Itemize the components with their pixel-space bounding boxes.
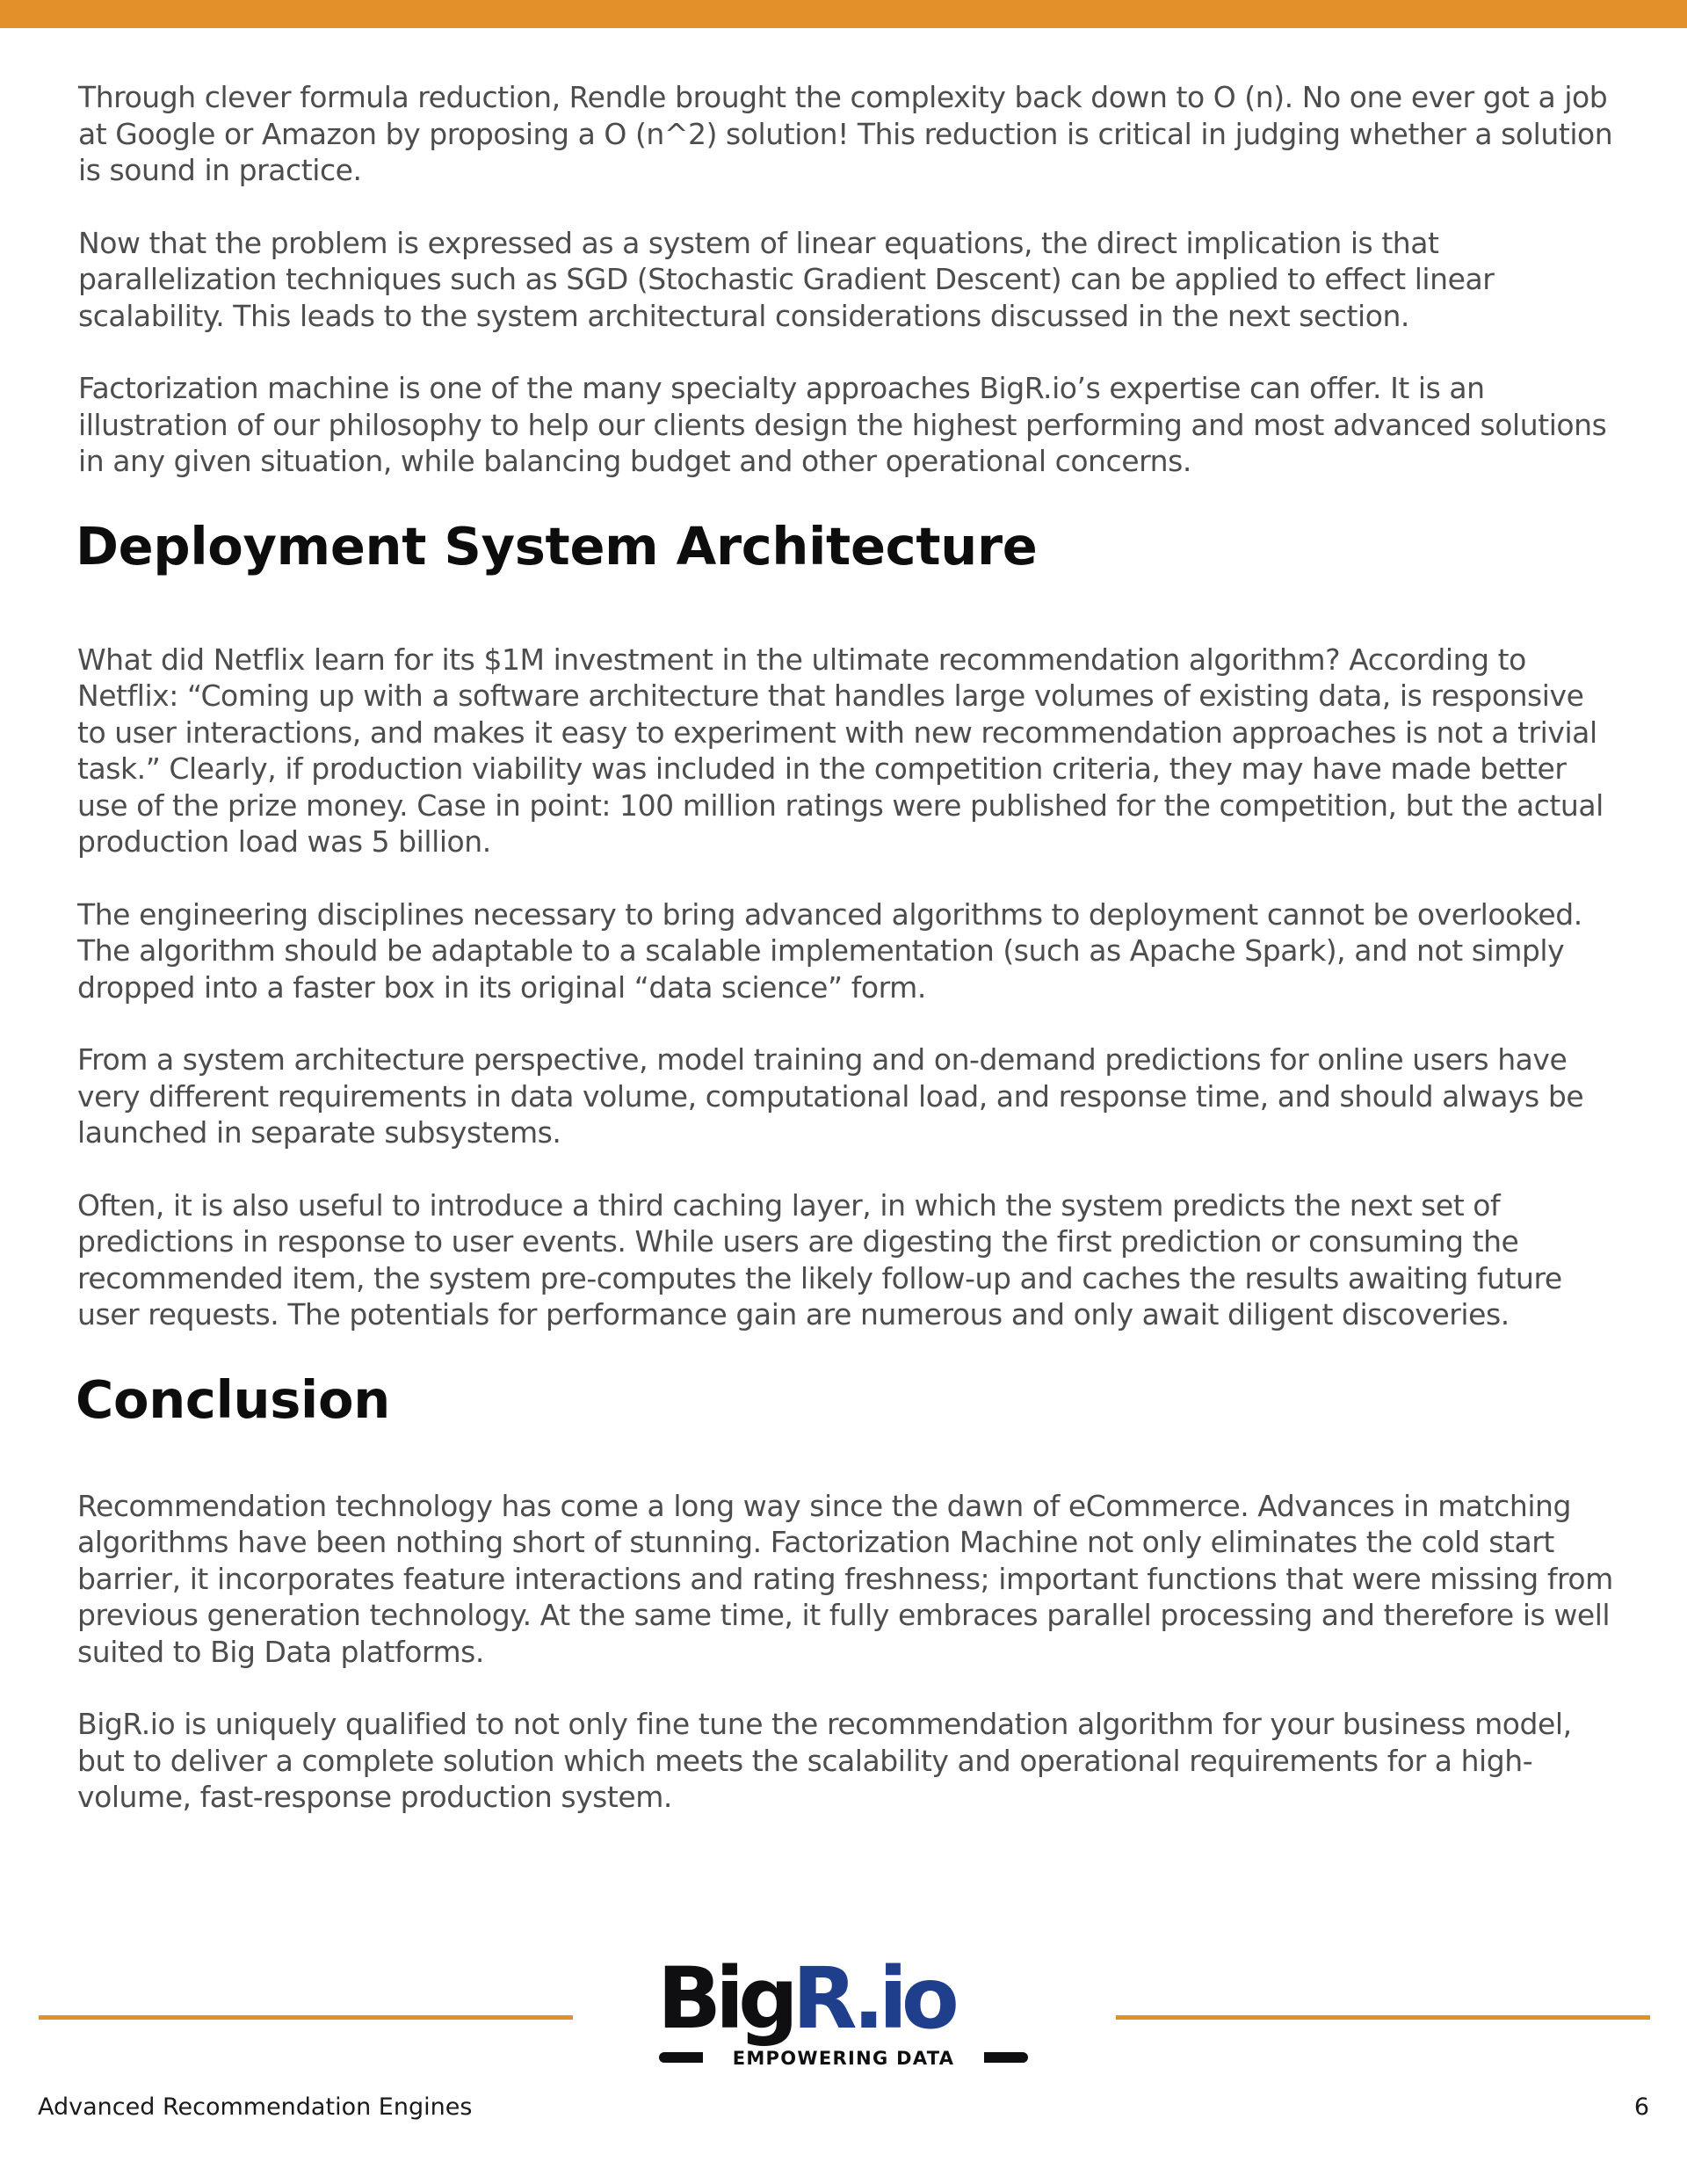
- footer-divider-left: [39, 2015, 573, 2020]
- logo-tagline: EMPOWERING DATA: [732, 2048, 955, 2069]
- logo-tag-bar-left: [659, 2052, 703, 2063]
- footer-page-number: 6: [1633, 2093, 1649, 2121]
- logo-tag-bar-right: [984, 2052, 1028, 2063]
- section-heading-conclusion: Conclusion: [76, 1368, 390, 1430]
- deployment-paragraph-2: The engineering disciplines necessary to bring advanced algorithms to deployment cannot be overlooked. The algorithm should be adaptable to a scalable implementation (such as Apache Spark), and not simply dropped into a faster box in its original “data science” form.: [77, 896, 1582, 1005]
- logo-wordmark: [657, 1949, 1030, 2048]
- bigrio-logo: [657, 1949, 1030, 2072]
- intro-paragraph-3: Factorization machine is one of the many specialty approaches BigR.io’s expertise can offer. It is an illustration of our philosophy to help our clients design the highest performing and most advanced solutions in any given situation, while balancing budget and other operational concerns.: [78, 371, 1607, 478]
- intro-paragraph-1: Through clever formula reduction, Rendle brought the complexity back down to O (n). No one ever got a job at Google or Amazon by proposing a O (n^2) solution! This reduction is critical in judging whether a solution is sound in practice.: [78, 80, 1613, 187]
- conclusion-paragraph-2: BigR.io is uniquely qualified to not only fine tune the recommendation algorithm for your business model, but to deliver a complete solution which meets the scalability and operational requirements for a high-volume, fast-response production system.: [77, 1707, 1572, 1814]
- page-content: [76, 79, 1613, 1852]
- section-heading-deployment: Deployment System Architecture: [76, 515, 1038, 577]
- deployment-paragraph-4: Often, it is also useful to introduce a third caching layer, in which the system predicts the next set of predictions in response to user events. While users are digesting the first prediction or consuming the recommended item, the system pre-computes the likely follow-up and caches the results awaiting future user requests. The potentials for performance gain are numerous and only await diligent discoveries.: [77, 1187, 1562, 1331]
- deployment-paragraph-3: From a system architecture perspective, model training and on-demand predictions for online users have very different requirements in data volume, computational load, and response time, and should always be launched in separate subsystems.: [77, 1042, 1584, 1150]
- top-accent-bar: [0, 0, 1687, 28]
- footer-divider-right: [1116, 2015, 1650, 2020]
- intro-paragraph-2: Now that the problem is expressed as a system of linear equations, the direct implication is that parallelization techniques such as SGD (Stochastic Gradient Descent) can be applied to effect linear scalability. This leads to the system architectural considerations discussed in the next section.: [78, 225, 1495, 333]
- conclusion-paragraph-1: Recommendation technology has come a long way since the dawn of eCommerce. Advances in matching algorithms have been nothing short of stunning. Factorization Machine not only eliminates the cold start barrier, it incorporates feature interactions and rating freshness; important functions that were missing from previous generation technology. At the same time, it fully embraces parallel processing and therefore is well suited to Big Data platforms.: [77, 1488, 1613, 1669]
- deployment-paragraph-1: What did Netflix learn for its $1M investment in the ultimate recommendation algorithm? According to Netflix: “Coming up with a software architecture that handles large volumes of existing data, is responsive to user interactions, and makes it easy to experiment with new recommendation approaches is not a trivial task.” Clearly, if production viability was included in the competition criteria, they may have made better use of the prize money. Case in point: 100 million ratings were published for the competition, but the actual production load was 5 billion.: [77, 642, 1604, 859]
- footer-document-title: Advanced Recommendation Engines: [38, 2093, 473, 2121]
- logo-tagline-band: [657, 2050, 1030, 2067]
- logo-word-dark: Big: [657, 1949, 793, 2048]
- logo-word-blue: R.io: [792, 1949, 953, 2048]
